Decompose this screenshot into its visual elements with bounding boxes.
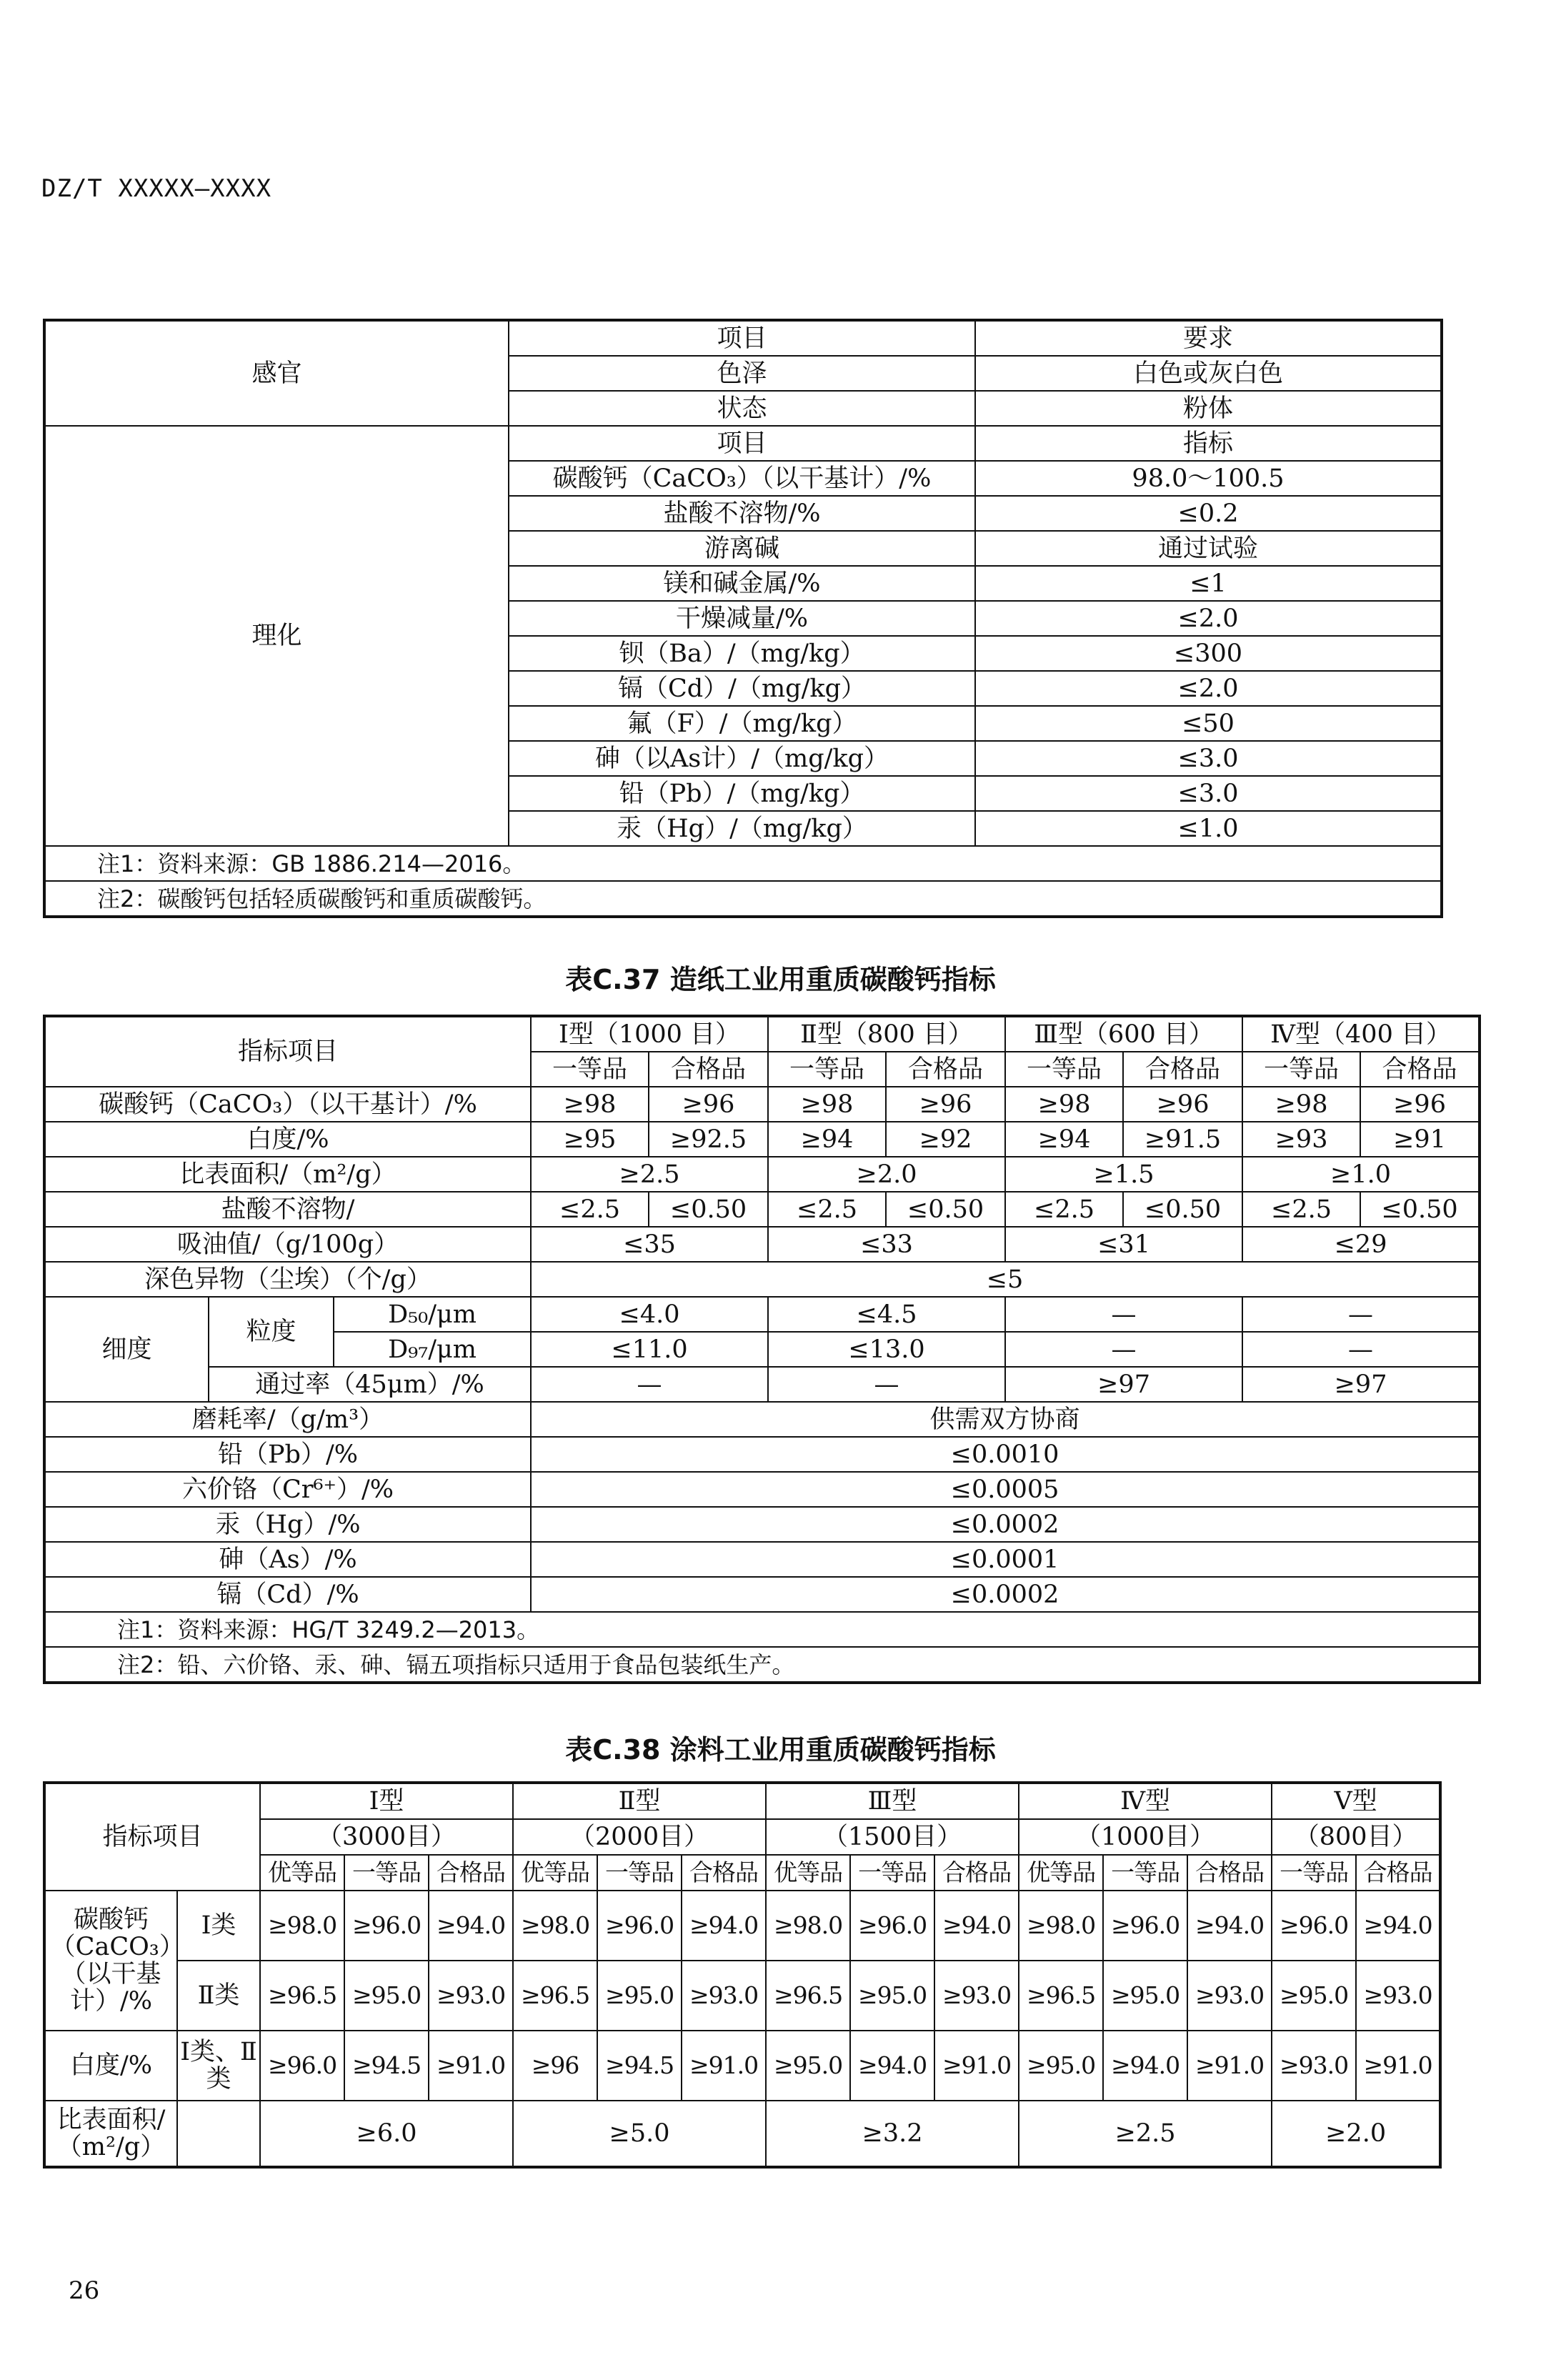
table-cell: 白色或灰白色: [975, 356, 1442, 391]
header-type: Ⅴ型: [1272, 1783, 1440, 1819]
table-cell: 干燥减量/%: [509, 601, 975, 636]
table-cell: 碳酸钙（CaCO₃）（以干基计）/%: [509, 461, 975, 496]
table-cell: ≤50: [975, 706, 1442, 741]
table-note: 注1：资料来源：HG/T 3249.2—2013。: [44, 1612, 1480, 1647]
header-grade: 合格品: [1356, 1855, 1440, 1891]
table-cell: 钡（Ba）/（mg/kg）: [509, 636, 975, 671]
table-coating-calcium-carbonate: [43, 1781, 1442, 2169]
table-cell: ≥95.0: [850, 1961, 934, 2031]
row-label: 镉（Cd）/%: [44, 1577, 531, 1612]
header-type: Ⅱ型（800 目）: [768, 1016, 1005, 1052]
header-grade: 一等品: [1103, 1855, 1187, 1891]
table-cell: ≤2.5: [768, 1192, 886, 1227]
table-cell: ≥96.0: [260, 2031, 344, 2101]
row-label: D₉₇/μm: [334, 1332, 531, 1367]
header-item: 指标项目: [44, 1783, 260, 1891]
table-note: 注1：资料来源：GB 1886.214—2016。: [44, 846, 1442, 881]
row-label: D₅₀/μm: [334, 1297, 531, 1332]
header-grade: 合格品: [429, 1855, 513, 1891]
table-cell: 游离碱: [509, 531, 975, 566]
table-cell: ≥96: [886, 1087, 1005, 1122]
table-caption: 表C.37 造纸工业用重质碳酸钙指标: [565, 964, 996, 995]
table-cell: ≥98: [768, 1087, 886, 1122]
table-cell: ≥96.0: [1272, 1891, 1356, 1961]
table-cell: ≥91.5: [1123, 1122, 1242, 1157]
table-food-calcium-carbonate: [43, 319, 1443, 918]
table-cell: ≤0.0001: [531, 1542, 1480, 1577]
table-cell: ≥94.0: [850, 2031, 934, 2101]
table-cell: 供需双方协商: [531, 1402, 1480, 1437]
table-cell: ≥93.0: [682, 1961, 766, 2031]
empty-cell: [177, 2101, 260, 2167]
table-cell: ≥95.0: [766, 2031, 850, 2101]
header-grade: 优等品: [1019, 1855, 1103, 1891]
header-type: Ⅰ型（1000 目）: [531, 1016, 768, 1052]
header-grade: 一等品: [344, 1855, 429, 1891]
table-cell: ≤0.50: [649, 1192, 768, 1227]
header-mesh: （800目）: [1272, 1819, 1440, 1855]
table-caption: 表C.38 涂料工业用重质碳酸钙指标: [565, 1734, 996, 1766]
header-grade: 合格品: [682, 1855, 766, 1891]
row-label: 比表面积/（m²/g）: [44, 1157, 531, 1192]
group-sensory: 感官: [44, 320, 509, 426]
table-cell: ≥2.0: [1272, 2101, 1440, 2167]
table-note: 注2：碳酸钙包括轻质碳酸钙和重质碳酸钙。: [44, 881, 1442, 917]
header-grade: 一等品: [1272, 1855, 1356, 1891]
header-grade: 一等品: [531, 1052, 649, 1087]
row-label: 白度/%: [44, 2031, 177, 2101]
group-fineness: 细度: [44, 1297, 209, 1402]
table-cell: ≥95: [531, 1122, 649, 1157]
header-grade: 合格品: [1360, 1052, 1480, 1087]
table-cell: ≥98.0: [260, 1891, 344, 1961]
table-cell: ≤0.50: [1360, 1192, 1480, 1227]
table-cell: ≤0.50: [886, 1192, 1005, 1227]
header-grade: 优等品: [766, 1855, 850, 1891]
row-label: 铅（Pb）/%: [44, 1437, 531, 1472]
table-cell: 镉（Cd）/（mg/kg）: [509, 671, 975, 706]
table-cell: ≤1: [975, 566, 1442, 601]
table-cell: ≥97: [1005, 1367, 1242, 1402]
table-cell: ≥96: [513, 2031, 597, 2101]
page-number: 26: [69, 2276, 100, 2305]
table-cell: ≤4.0: [531, 1297, 768, 1332]
row-label: 碳酸钙（CaCO₃）（以干基计）/%: [44, 1891, 177, 2031]
table-cell: ≤11.0: [531, 1332, 768, 1367]
table-cell: ≤2.0: [975, 671, 1442, 706]
header-mesh: （2000目）: [513, 1819, 766, 1855]
table-cell: ≥93.0: [1356, 1961, 1440, 2031]
header-grade: 一等品: [1005, 1052, 1123, 1087]
header-type: Ⅳ型: [1019, 1783, 1272, 1819]
table-cell: ≤2.5: [1005, 1192, 1123, 1227]
table-cell: ≤2.0: [975, 601, 1442, 636]
table-cell: ≥91.0: [682, 2031, 766, 2101]
table-cell: ≥94: [768, 1122, 886, 1157]
table-cell: ≥93.0: [429, 1961, 513, 2031]
row-label: 磨耗率/（g/m³）: [44, 1402, 531, 1437]
table-cell: ≥98: [1005, 1087, 1123, 1122]
table-cell: ≤0.0002: [531, 1507, 1480, 1542]
class-label: Ⅰ类、Ⅱ类: [177, 2031, 260, 2101]
table-cell: ≤29: [1242, 1227, 1480, 1262]
table-cell: ≥95.0: [1272, 1961, 1356, 2031]
table-cell: ≤2.5: [1242, 1192, 1360, 1227]
standard-code: DZ/T XXXXX—XXXX: [41, 174, 272, 203]
table-paper-calcium-carbonate: [43, 1015, 1481, 1684]
table-cell: ≥95.0: [1103, 1961, 1187, 2031]
group-particle-size: 粒度: [209, 1297, 334, 1367]
header-grade: 一等品: [597, 1855, 682, 1891]
table-cell: ≥98.0: [1019, 1891, 1103, 1961]
table-cell: ≥91: [1360, 1122, 1480, 1157]
table-cell: ≤5: [531, 1262, 1480, 1297]
table-cell: ≤0.0002: [531, 1577, 1480, 1612]
header-requirement: 要求: [975, 320, 1442, 356]
header-grade: 一等品: [768, 1052, 886, 1087]
table-cell: 镁和碱金属/%: [509, 566, 975, 601]
table-cell: —: [1242, 1297, 1480, 1332]
row-label: 砷（As）/%: [44, 1542, 531, 1577]
header-type: Ⅰ型: [260, 1783, 513, 1819]
row-label: 白度/%: [44, 1122, 531, 1157]
table-cell: 氟（F）/（mg/kg）: [509, 706, 975, 741]
table-cell: ≥91.0: [1187, 2031, 1272, 2101]
header-grade: 优等品: [260, 1855, 344, 1891]
row-label: 碳酸钙（CaCO₃）（以干基计）/%: [44, 1087, 531, 1122]
table-cell: ≥93.0: [1187, 1961, 1272, 2031]
table-cell: ≥1.0: [1242, 1157, 1480, 1192]
table-cell: —: [1005, 1297, 1242, 1332]
table-cell: —: [768, 1367, 1005, 1402]
table-cell: ≥96.0: [597, 1891, 682, 1961]
class-label: Ⅰ类: [177, 1891, 260, 1961]
table-cell: ≤3.0: [975, 776, 1442, 811]
table-cell: ≥96.0: [850, 1891, 934, 1961]
table-cell: ≤0.50: [1123, 1192, 1242, 1227]
group-physchem: 理化: [44, 426, 509, 846]
table-cell: ≥3.2: [766, 2101, 1019, 2167]
table-cell: 铅（Pb）/（mg/kg）: [509, 776, 975, 811]
header-grade: 合格品: [934, 1855, 1019, 1891]
table-cell: ≥2.5: [531, 1157, 768, 1192]
table-cell: ≥94.0: [682, 1891, 766, 1961]
table-cell: 砷（以As计）/（mg/kg）: [509, 741, 975, 776]
table-cell: ≥94.0: [1103, 2031, 1187, 2101]
table-cell: 粉体: [975, 391, 1442, 426]
table-cell: ≤0.0010: [531, 1437, 1480, 1472]
table-cell: ≥98: [531, 1087, 649, 1122]
row-label: 深色异物（尘埃）（个/g）: [44, 1262, 531, 1297]
header-indicator: 指标: [975, 426, 1442, 461]
header-item: 指标项目: [44, 1016, 531, 1087]
row-label: 六价铬（Cr⁶⁺）/%: [44, 1472, 531, 1507]
table-cell: ≤13.0: [768, 1332, 1005, 1367]
header-grade: 一等品: [850, 1855, 934, 1891]
header-type: Ⅳ型（400 目）: [1242, 1016, 1480, 1052]
table-cell: ≥91.0: [429, 2031, 513, 2101]
table-cell: ≥94.0: [934, 1891, 1019, 1961]
header-grade: 合格品: [886, 1052, 1005, 1087]
header-grade: 合格品: [1187, 1855, 1272, 1891]
table-cell: ≥94.0: [1356, 1891, 1440, 1961]
table-cell: ≥91.0: [934, 2031, 1019, 2101]
table-cell: ≥5.0: [513, 2101, 766, 2167]
header-type: Ⅲ型（600 目）: [1005, 1016, 1242, 1052]
table-cell: 98.0～100.5: [975, 461, 1442, 496]
table-cell: ≤1.0: [975, 811, 1442, 846]
table-cell: ≥93: [1242, 1122, 1360, 1157]
table-cell: ≥94.0: [1187, 1891, 1272, 1961]
table-cell: —: [531, 1367, 768, 1402]
table-cell: ≥94.5: [344, 2031, 429, 2101]
table-cell: ≥92.5: [649, 1122, 768, 1157]
table-cell: ≤31: [1005, 1227, 1242, 1262]
header-item: 项目: [509, 320, 975, 356]
table-cell: ≤33: [768, 1227, 1005, 1262]
table-cell: ≥96: [1123, 1087, 1242, 1122]
table-cell: ≤300: [975, 636, 1442, 671]
header-grade: 合格品: [1123, 1052, 1242, 1087]
header-mesh: （1500目）: [766, 1819, 1019, 1855]
table-cell: ≥95.0: [344, 1961, 429, 2031]
table-cell: ≥96.0: [344, 1891, 429, 1961]
table-cell: 通过试验: [975, 531, 1442, 566]
table-cell: ≥94.5: [597, 2031, 682, 2101]
header-mesh: （1000目）: [1019, 1819, 1272, 1855]
table-cell: ≥96.0: [1103, 1891, 1187, 1961]
table-cell: ≥94.0: [429, 1891, 513, 1961]
header-grade: 优等品: [513, 1855, 597, 1891]
table-cell: ≥98: [1242, 1087, 1360, 1122]
table-cell: —: [1242, 1332, 1480, 1367]
table-cell: ≥96.5: [260, 1961, 344, 2031]
table-cell: ≥94: [1005, 1122, 1123, 1157]
table-cell: ≥93.0: [934, 1961, 1019, 2031]
table-cell: —: [1005, 1332, 1242, 1367]
table-cell: 状态: [509, 391, 975, 426]
table-cell: ≥97: [1242, 1367, 1480, 1402]
table-cell: ≥6.0: [260, 2101, 513, 2167]
table-cell: ≤0.2: [975, 496, 1442, 531]
table-cell: ≤0.0005: [531, 1472, 1480, 1507]
table-cell: ≥96.5: [1019, 1961, 1103, 2031]
header-type: Ⅱ型: [513, 1783, 766, 1819]
table-cell: ≥96: [1360, 1087, 1480, 1122]
table-cell: 盐酸不溶物/%: [509, 496, 975, 531]
table-cell: ≥2.5: [1019, 2101, 1272, 2167]
row-label: 盐酸不溶物/: [44, 1192, 531, 1227]
table-cell: ≤35: [531, 1227, 768, 1262]
header-mesh: （3000目）: [260, 1819, 513, 1855]
header-type: Ⅲ型: [766, 1783, 1019, 1819]
table-cell: ≥96: [649, 1087, 768, 1122]
table-cell: ≤2.5: [531, 1192, 649, 1227]
table-cell: ≥98.0: [766, 1891, 850, 1961]
table-cell: ≥92: [886, 1122, 1005, 1157]
row-label: 汞（Hg）/%: [44, 1507, 531, 1542]
table-cell: ≥2.0: [768, 1157, 1005, 1192]
table-cell: 汞（Hg）/（mg/kg）: [509, 811, 975, 846]
table-cell: ≥96.5: [513, 1961, 597, 2031]
row-label: 通过率（45μm）/%: [209, 1367, 531, 1402]
table-cell: ≥98.0: [513, 1891, 597, 1961]
table-note: 注2：铅、六价铬、汞、砷、镉五项指标只适用于食品包装纸生产。: [44, 1647, 1480, 1683]
table-cell: ≥1.5: [1005, 1157, 1242, 1192]
row-label: 吸油值/（g/100g）: [44, 1227, 531, 1262]
row-label: 比表面积/（m²/g）: [44, 2101, 177, 2167]
table-cell: ≥95.0: [1019, 2031, 1103, 2101]
class-label: Ⅱ类: [177, 1961, 260, 2031]
table-cell: ≥91.0: [1356, 2031, 1440, 2101]
table-cell: ≤3.0: [975, 741, 1442, 776]
table-cell: ≥96.5: [766, 1961, 850, 2031]
header-grade: 合格品: [649, 1052, 768, 1087]
header-item: 项目: [509, 426, 975, 461]
table-cell: ≥95.0: [597, 1961, 682, 2031]
table-cell: ≥93.0: [1272, 2031, 1356, 2101]
table-cell: 色泽: [509, 356, 975, 391]
header-grade: 一等品: [1242, 1052, 1360, 1087]
table-cell: ≤4.5: [768, 1297, 1005, 1332]
